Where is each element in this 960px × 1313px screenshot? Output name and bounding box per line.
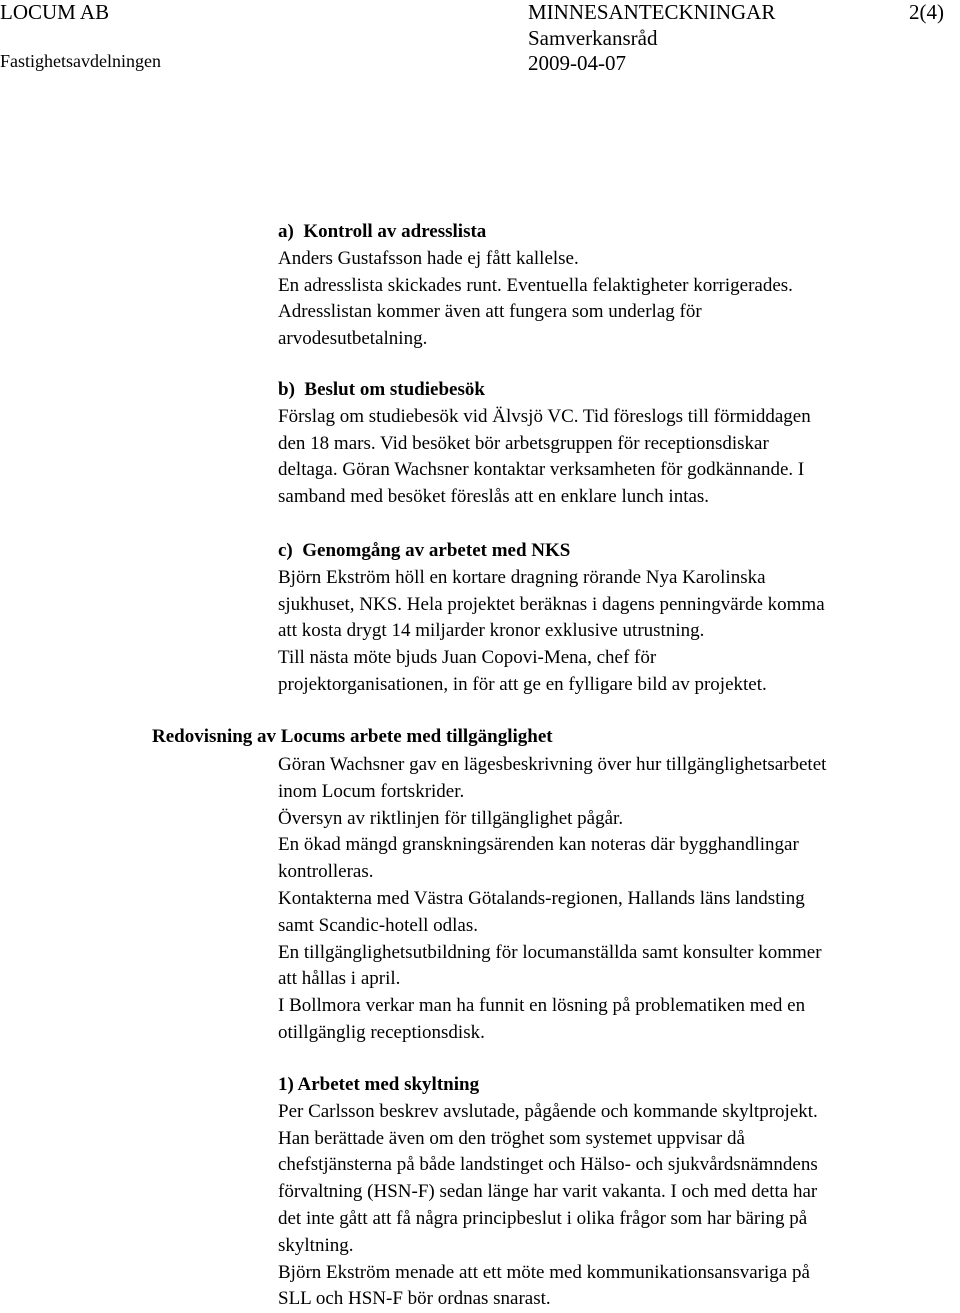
section-c-heading: c) Genomgång av arbetet med NKS bbox=[278, 540, 571, 561]
section-a-line: Adresslistan kommer även att fungera som underlag för bbox=[278, 301, 702, 323]
section-1-line: Han berättade även om den tröghet som systemet uppvisar då bbox=[278, 1127, 745, 1149]
accessibility-line: I Bollmora verkar man ha funnit en lösning på problematiken med en bbox=[278, 995, 806, 1017]
section-b-line: samband med besöket föreslås att en enklare lunch intas. bbox=[278, 486, 710, 508]
section-1-line: förvaltning (HSN-F) sedan länge har varit vakanta. I och med detta har bbox=[278, 1181, 818, 1203]
accessibility-line: Göran Wachsner gav en lägesbeskrivning över hur tillgänglighetsarbetet bbox=[278, 754, 827, 775]
page-number: 2(4) bbox=[909, 0, 944, 24]
document-type: MINNESANTECKNINGAR bbox=[528, 0, 776, 24]
section-1-line: skyltning. bbox=[278, 1234, 354, 1256]
accessibility-line: samt Scandic-hotell odlas. bbox=[278, 914, 478, 936]
department-name: Fastighetsavdelningen bbox=[0, 51, 161, 71]
section-a-line: arvodesutbetalning. bbox=[278, 328, 428, 350]
accessibility-line: att hållas i april. bbox=[278, 968, 401, 990]
section-1-line: det inte gått att få några principbeslut i olika frågor som har bäring på bbox=[278, 1207, 808, 1229]
accessibility-line: Översyn av riktlinjen för tillgänglighet pågår. bbox=[278, 807, 624, 829]
section-a-line: Anders Gustafsson hade ej fått kallelse. bbox=[278, 247, 579, 269]
accessibility-section bbox=[278, 752, 958, 1047]
accessibility-line: En tillgänglighetsutbildning för locumanställda samt konsulter kommer bbox=[278, 941, 822, 963]
section-a-line: En adresslista skickades runt. Eventuella felaktigheter korrigerades. bbox=[278, 274, 793, 296]
meeting-date: 2009-04-07 bbox=[528, 51, 626, 75]
accessibility-heading: Redovisning av Locums arbete med tillgänglighet bbox=[152, 726, 553, 747]
section-a bbox=[278, 219, 958, 353]
section-1-line: chefstjänsterna på både landstinget och Hälso- och sjukvårdsnämndens bbox=[278, 1154, 818, 1176]
section-1-line: SLL och HSN-F bör ordnas snarast. bbox=[278, 1288, 551, 1310]
section-c-line: att kosta drygt 14 miljarder kronor exklusive utrustning. bbox=[278, 620, 705, 642]
section-b-line: deltaga. Göran Wachsner kontaktar verksamheten för godkännande. I bbox=[278, 459, 805, 481]
section-1-line: Per Carlsson beskrev avslutade, pågående och kommande skyltprojekt. bbox=[278, 1100, 818, 1122]
section-c-line: Till nästa möte bjuds Juan Copovi-Mena, chef för bbox=[278, 647, 657, 669]
section-c-line: projektorganisationen, in för att ge en fylligare bild av projektet. bbox=[278, 673, 767, 695]
accessibility-line: inom Locum fortskrider. bbox=[278, 780, 465, 802]
accessibility-line: kontrolleras. bbox=[278, 861, 374, 883]
section-1 bbox=[278, 1072, 958, 1313]
section-c-line: Björn Ekström höll en kortare dragning rörande Nya Karolinska bbox=[278, 566, 766, 588]
section-b-line: den 18 mars. Vid besöket bör arbetsgruppen för receptionsdiskar bbox=[278, 432, 769, 454]
section-c bbox=[278, 538, 958, 699]
accessibility-line: Kontakterna med Västra Götalands-regionen, Hallands läns landsting bbox=[278, 887, 805, 909]
accessibility-line: En ökad mängd granskningsärenden kan noteras där bygghandlingar bbox=[278, 834, 799, 856]
company-name: LOCUM AB bbox=[0, 0, 110, 24]
section-b-heading: b) Beslut om studiebesök bbox=[278, 379, 485, 400]
section-1-heading: 1) Arbetet med skyltning bbox=[278, 1074, 480, 1095]
council-name: Samverkansråd bbox=[528, 26, 658, 50]
section-b-line: Förslag om studiebesök vid Älvsjö VC. Tid föreslogs till förmiddagen bbox=[278, 405, 811, 427]
section-c-line: sjukhuset, NKS. Hela projektet beräknas i dagens penningvärde komma bbox=[278, 593, 825, 615]
section-a-heading: a) Kontroll av adresslista bbox=[278, 221, 487, 242]
section-1-line: Björn Ekström menade att ett möte med kommunikationsansvariga på bbox=[278, 1261, 810, 1283]
section-b bbox=[278, 377, 958, 511]
accessibility-line: otillgänglig receptionsdisk. bbox=[278, 1021, 485, 1043]
